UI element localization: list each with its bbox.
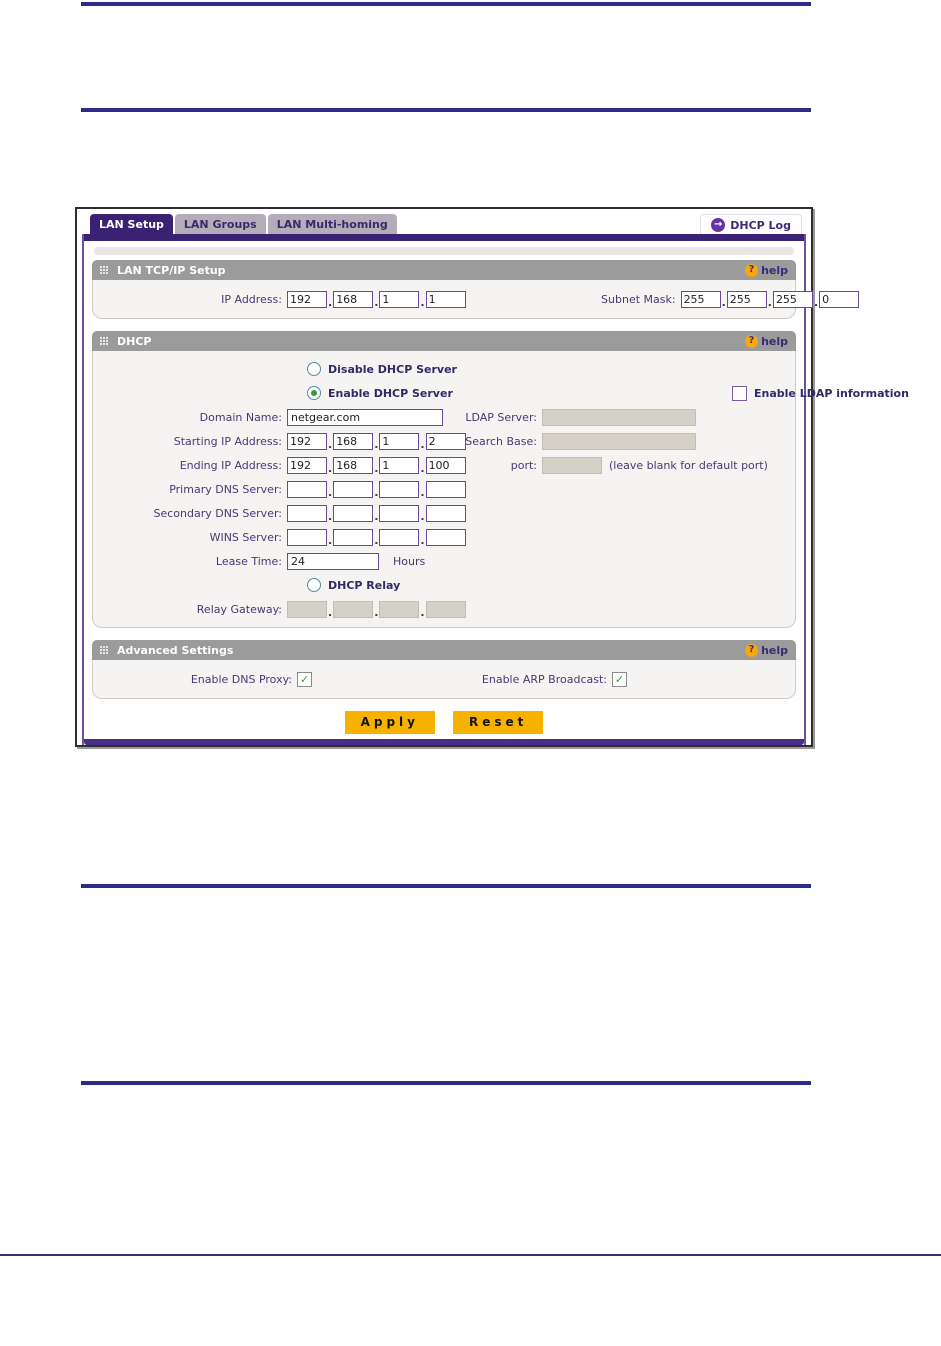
lease-time-label: Lease Time: bbox=[215, 554, 282, 568]
radio-selected-dot bbox=[311, 390, 317, 396]
relay-gateway-octet-2 bbox=[333, 601, 373, 618]
document-rule-top bbox=[81, 2, 811, 6]
subnet-mask-input-group bbox=[681, 290, 860, 309]
help-label: help bbox=[761, 334, 788, 348]
octet-separator: . bbox=[420, 295, 425, 309]
question-mark-icon: ? bbox=[745, 644, 758, 657]
secondary-dns-octet-2[interactable] bbox=[333, 505, 373, 522]
octet-separator: . bbox=[420, 437, 425, 451]
ending-ip-label: Ending IP Address: bbox=[179, 458, 282, 472]
section-header-lan-tcpip bbox=[92, 260, 796, 280]
section-body-advanced bbox=[92, 660, 796, 699]
dns-proxy-checkbox[interactable]: ✓ bbox=[297, 672, 312, 687]
octet-separator: . bbox=[420, 533, 425, 547]
dhcp-log-label: DHCP Log bbox=[730, 218, 791, 232]
drag-handle-icon[interactable] bbox=[100, 646, 108, 654]
secondary-dns-octet-4[interactable] bbox=[426, 505, 466, 522]
section-dhcp bbox=[92, 331, 909, 628]
section-advanced-settings bbox=[92, 640, 796, 699]
settings-panel bbox=[82, 234, 909, 745]
octet-separator: . bbox=[374, 437, 379, 451]
enable-dhcp-server-radio[interactable] bbox=[307, 386, 321, 400]
tab-lan-multi-homing[interactable]: LAN Multi-homing bbox=[268, 214, 397, 234]
octet-separator: . bbox=[328, 461, 333, 475]
document-rule-note-bottom bbox=[81, 1081, 811, 1085]
relay-gateway-octet-1 bbox=[287, 601, 327, 618]
tab-lan-groups[interactable]: LAN Groups bbox=[175, 214, 266, 234]
reset-button[interactable]: Reset bbox=[453, 711, 543, 734]
octet-separator: . bbox=[328, 295, 333, 309]
ldap-server-input bbox=[542, 409, 696, 426]
router-settings-screenshot bbox=[75, 207, 909, 747]
secondary-dns-label: Secondary DNS Server: bbox=[153, 506, 282, 520]
domain-name-input[interactable] bbox=[287, 409, 443, 426]
domain-name-label: Domain Name: bbox=[199, 410, 282, 424]
subnet-mask-octet-3[interactable] bbox=[773, 291, 813, 308]
panel-spacer-strip bbox=[94, 247, 794, 255]
starting-ip-octet-3[interactable] bbox=[379, 433, 419, 450]
dns-proxy-label: Enable DNS Proxy: bbox=[190, 672, 292, 686]
octet-separator: . bbox=[374, 485, 379, 499]
arp-broadcast-label: Enable ARP Broadcast: bbox=[481, 672, 607, 686]
enable-dhcp-server-label: Enable DHCP Server bbox=[328, 386, 453, 400]
panel-top-bar bbox=[84, 234, 804, 241]
wins-octet-3[interactable] bbox=[379, 529, 419, 546]
apply-button[interactable]: Apply bbox=[345, 711, 435, 734]
ending-ip-octet-2[interactable] bbox=[333, 457, 373, 474]
lease-time-unit: Hours bbox=[393, 554, 426, 568]
octet-separator: . bbox=[374, 509, 379, 523]
ip-address-label: IP Address: bbox=[221, 292, 282, 306]
ip-address-octet-1[interactable] bbox=[287, 291, 327, 308]
drag-handle-icon[interactable] bbox=[100, 337, 108, 345]
document-rule-heading bbox=[81, 108, 811, 112]
panel-bottom-bar bbox=[84, 739, 804, 745]
primary-dns-octet-1[interactable] bbox=[287, 481, 327, 498]
secondary-dns-octet-1[interactable] bbox=[287, 505, 327, 522]
octet-separator: . bbox=[374, 295, 379, 309]
section-header-dhcp bbox=[92, 331, 796, 351]
enable-ldap-checkbox[interactable] bbox=[732, 386, 747, 401]
wins-server-input-group bbox=[287, 528, 466, 547]
ip-address-input-group bbox=[287, 290, 466, 309]
subnet-mask-octet-2[interactable] bbox=[727, 291, 767, 308]
ldap-server-label: LDAP Server: bbox=[465, 410, 537, 424]
starting-ip-input-group bbox=[287, 432, 466, 451]
starting-ip-octet-2[interactable] bbox=[333, 433, 373, 450]
secondary-dns-octet-3[interactable] bbox=[379, 505, 419, 522]
ip-address-octet-4[interactable] bbox=[426, 291, 466, 308]
octet-separator: . bbox=[328, 485, 333, 499]
primary-dns-input-group bbox=[287, 480, 466, 499]
octet-separator: . bbox=[328, 509, 333, 523]
octet-separator: . bbox=[328, 605, 333, 619]
ending-ip-input-group bbox=[287, 456, 466, 475]
action-buttons bbox=[84, 711, 804, 734]
section-header-advanced bbox=[92, 640, 796, 660]
help-label: help bbox=[761, 263, 788, 277]
help-link[interactable] bbox=[745, 335, 788, 348]
wins-octet-1[interactable] bbox=[287, 529, 327, 546]
relay-gateway-octet-4 bbox=[426, 601, 466, 618]
subnet-mask-label: Subnet Mask: bbox=[601, 292, 676, 306]
search-base-input bbox=[542, 433, 696, 450]
drag-handle-icon[interactable] bbox=[100, 266, 108, 274]
relay-gateway-octet-3 bbox=[379, 601, 419, 618]
octet-separator: . bbox=[420, 509, 425, 523]
section-body-dhcp bbox=[92, 351, 909, 628]
question-mark-icon: ? bbox=[745, 335, 758, 348]
octet-separator: . bbox=[813, 295, 819, 309]
help-link[interactable] bbox=[745, 264, 788, 277]
relay-gateway-input-group bbox=[287, 600, 466, 619]
enable-ldap-label: Enable LDAP information bbox=[754, 386, 909, 400]
octet-separator: . bbox=[420, 461, 425, 475]
secondary-dns-input-group bbox=[287, 504, 466, 523]
page-footer-rule bbox=[0, 1254, 941, 1256]
disable-dhcp-server-radio[interactable] bbox=[307, 362, 321, 376]
section-body-lan-tcpip bbox=[92, 280, 819, 319]
help-label: help bbox=[761, 643, 788, 657]
ending-ip-octet-1[interactable] bbox=[287, 457, 327, 474]
octet-separator: . bbox=[420, 605, 425, 619]
disable-dhcp-server-label: Disable DHCP Server bbox=[328, 362, 457, 376]
question-mark-icon: ? bbox=[745, 264, 758, 277]
starting-ip-octet-1[interactable] bbox=[287, 433, 327, 450]
octet-separator: . bbox=[374, 461, 379, 475]
dhcp-relay-radio[interactable] bbox=[307, 578, 321, 592]
arrow-right-icon: → bbox=[711, 218, 725, 232]
ending-ip-octet-3[interactable] bbox=[379, 457, 419, 474]
octet-separator: . bbox=[767, 295, 772, 309]
search-base-label: Search Base: bbox=[465, 434, 537, 448]
section-lan-tcpip bbox=[92, 260, 819, 319]
port-note: (leave blank for default port) bbox=[609, 458, 768, 472]
port-label: port: bbox=[510, 458, 537, 472]
section-title: DHCP bbox=[117, 334, 152, 348]
lease-time-input[interactable] bbox=[287, 553, 379, 570]
document-rule-note-top bbox=[81, 884, 811, 888]
primary-dns-label: Primary DNS Server: bbox=[169, 482, 282, 496]
subnet-mask-octet-1[interactable] bbox=[681, 291, 721, 308]
starting-ip-label: Starting IP Address: bbox=[173, 434, 282, 448]
wins-octet-4[interactable] bbox=[426, 529, 466, 546]
tab-lan-setup[interactable]: LAN Setup bbox=[90, 214, 173, 234]
port-input bbox=[542, 457, 602, 474]
primary-dns-octet-2[interactable] bbox=[333, 481, 373, 498]
section-title: LAN TCP/IP Setup bbox=[117, 263, 226, 277]
wins-server-label: WINS Server: bbox=[209, 530, 282, 544]
primary-dns-octet-4[interactable] bbox=[426, 481, 466, 498]
section-title: Advanced Settings bbox=[117, 643, 234, 657]
tab-bar bbox=[82, 211, 806, 234]
help-link[interactable] bbox=[745, 644, 788, 657]
dhcp-relay-label: DHCP Relay bbox=[328, 578, 401, 592]
arp-broadcast-checkbox[interactable]: ✓ bbox=[612, 672, 627, 687]
octet-separator: . bbox=[328, 437, 333, 451]
dhcp-log-link[interactable] bbox=[700, 214, 802, 234]
relay-gateway-label: Relay Gateway: bbox=[196, 602, 282, 616]
octet-separator: . bbox=[420, 485, 425, 499]
ip-address-octet-3[interactable] bbox=[379, 291, 419, 308]
primary-dns-octet-3[interactable] bbox=[379, 481, 419, 498]
octet-separator: . bbox=[328, 533, 333, 547]
wins-octet-2[interactable] bbox=[333, 529, 373, 546]
ip-address-octet-2[interactable] bbox=[333, 291, 373, 308]
octet-separator: . bbox=[374, 605, 379, 619]
octet-separator: . bbox=[374, 533, 379, 547]
octet-separator: . bbox=[721, 295, 726, 309]
subnet-mask-octet-4[interactable] bbox=[819, 291, 859, 308]
